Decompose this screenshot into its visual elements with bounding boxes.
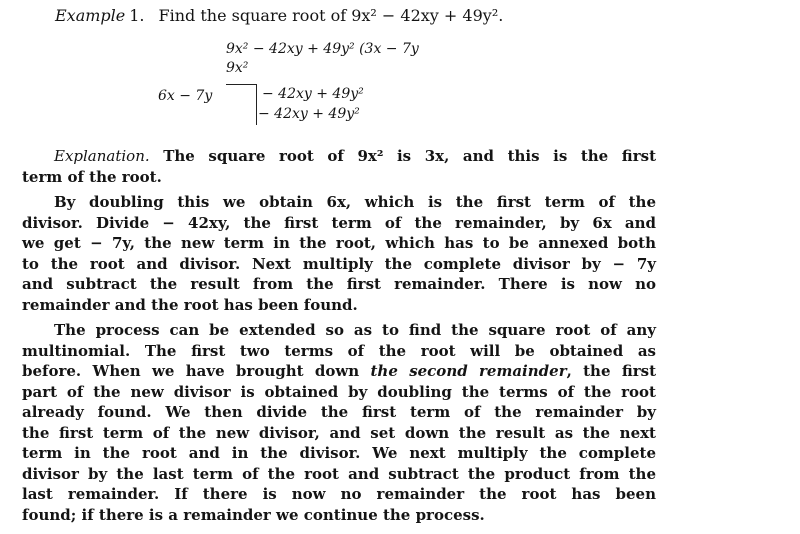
second-remainder-emphasis: the second remainder (370, 362, 567, 380)
example-text: Find the square root of 9x² − 42xy + 49y². (158, 6, 504, 25)
p2-line-1: By doubling this we obtain 6x, which is the first term of the (54, 193, 656, 211)
working-line-1: 9x² − 42xy + 49y² (3x − 7y (226, 41, 419, 57)
p2-line-5: and subtract the result from the first remainder. There is now no (22, 275, 656, 293)
p3-line-3 (22, 361, 656, 382)
p3-line-5: already found. We then divide the first term of the remainder by (22, 403, 656, 421)
example-number: 1. (129, 6, 145, 25)
p3-line-3-a: before. When we have brought down (22, 362, 371, 380)
p3-line-1: The process can be extended so as to find the square root of any (54, 321, 656, 339)
working-line-2: 9x² (226, 60, 249, 76)
p3-line-10: found; if there is a remainder we continue the process. (22, 505, 485, 524)
working-divisor: 6x − 7y (158, 88, 213, 104)
division-bracket (226, 84, 257, 125)
p3-line-8: divisor by the last term of the root and subtract the product from the (22, 464, 656, 483)
working-line-3: − 42xy + 49y² (262, 86, 364, 102)
paragraph-process (22, 320, 656, 525)
p3-line-4: part of the new divisor is obtained by doubling the terms of the root (22, 382, 656, 401)
p2-line-2: divisor. Divide − 42xy, the first term of the remainder, by 6x and (22, 213, 656, 232)
p2-line-3: we get − 7y, the new term in the root, which has to be annexed both (22, 234, 656, 252)
p3-line-9: last remainder. If there is now no remainder the root has been (22, 485, 656, 503)
p2-line-4: to the root and divisor. Next multiply the complete divisor by − 7y (22, 254, 656, 273)
example-heading (55, 6, 503, 25)
p2-line-6: remainder and the root has been found. (22, 295, 358, 314)
p3-line-6: the first term of the new divisor, and set down the result as the next (22, 423, 656, 442)
example-label: Example (55, 6, 126, 25)
p3-line-7: term in the root and in the divisor. We next multiply the complete (22, 444, 656, 462)
paragraph-doubling (22, 192, 656, 315)
paragraph-explanation (22, 146, 656, 187)
explanation-label: Explanation. (54, 147, 150, 165)
p1-line-2: term of the root. (22, 167, 162, 186)
working-line-4: − 42xy + 49y² (258, 106, 360, 122)
p1-line-1: The square root of 9x² is 3x, and this is the first (149, 147, 656, 165)
p3-line-3-c: , the first (566, 362, 656, 380)
p3-line-2: multinomial. The first two terms of the root will be obtained as (22, 341, 656, 360)
